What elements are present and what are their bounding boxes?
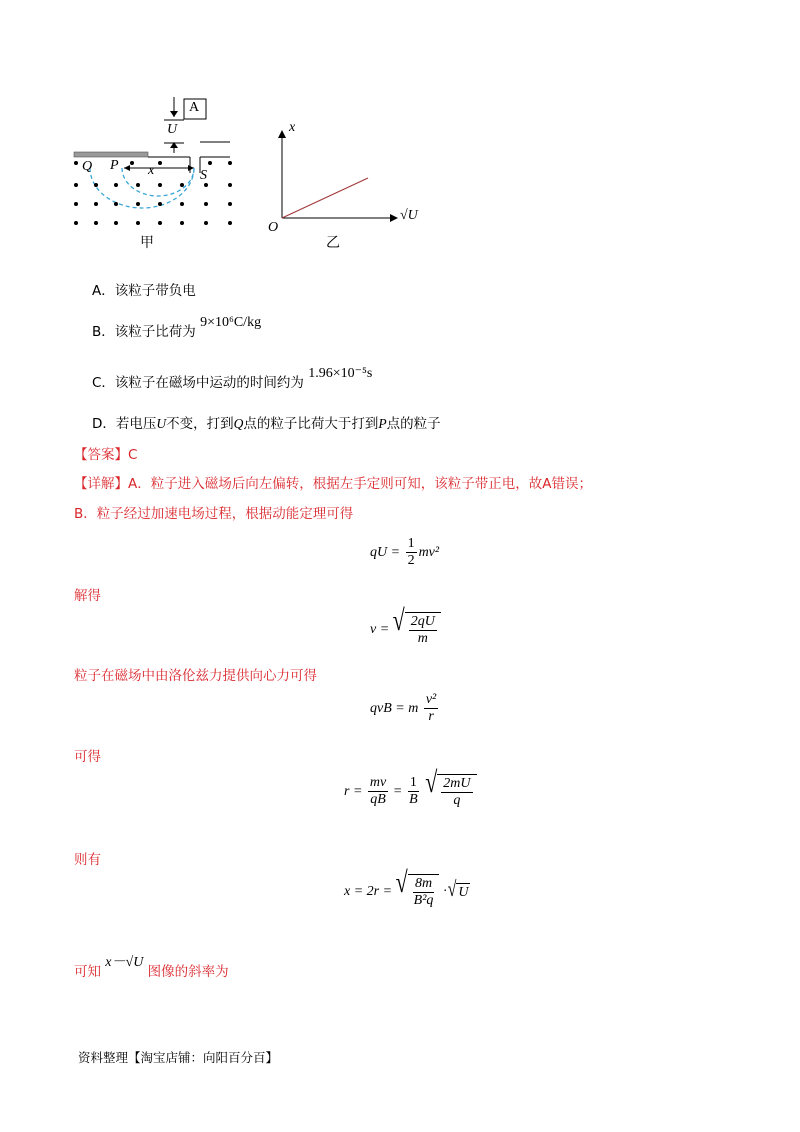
figure-yi (268, 120, 408, 230)
option-d (92, 412, 441, 432)
answer-label: 【答案】 (74, 447, 128, 463)
eq4-num3: 2mU (441, 776, 472, 793)
eq5-num: 8m (413, 876, 434, 893)
eq4-den2: B (409, 792, 418, 808)
eq4-den1: qB (370, 792, 386, 808)
footer: 资料整理【淘宝店铺：向阳百分百】 (78, 1050, 279, 1065)
eq1-den: 2 (407, 553, 415, 569)
eq4-lhs: r = (344, 783, 363, 799)
eq5-sqrt: U (458, 884, 469, 900)
detail-text1: A．粒子进入磁场后向左偏转，根据左手定则可知，该粒子带正电，故A错误； (128, 476, 592, 492)
axis-x-label: √U (400, 208, 418, 223)
option-c-text: C．该粒子在磁场中运动的时间约为 (92, 375, 304, 391)
answer-value: C (128, 447, 138, 463)
option-b-value: 9×10⁶C/kg (200, 315, 262, 330)
label-P: P (110, 158, 119, 173)
label-Q: Q (82, 159, 93, 174)
label-U: U (167, 122, 178, 137)
solve-label: 解得 (74, 588, 101, 604)
eq4-num1: mv (368, 775, 388, 792)
eq4-den3: q (453, 793, 461, 809)
equation-5: x = 2r = √ $\frac{8m}{\text{B²q}}$ · √ U (344, 865, 469, 909)
answer (74, 443, 137, 463)
eq4-equals: = (393, 783, 402, 799)
lorentz-text: 粒子在磁场中由洛伦兹力提供向心力可得 (74, 668, 317, 684)
eq1-num: 1 (406, 536, 417, 553)
option-c-value: 1.96×10⁻⁵s (308, 366, 373, 381)
slope-suffix: 图像的斜率为 (147, 964, 229, 980)
option-b (92, 315, 262, 341)
origin-label: O (268, 220, 279, 235)
option-d-text1: D．若电压 (92, 416, 157, 432)
eq5-dot: · (442, 883, 448, 899)
detail-line2: B．粒子经过加速电场过程，根据动能定理可得 (74, 506, 354, 522)
option-a: A．该粒子带负电 (92, 283, 196, 299)
eq2-lhs: v = (370, 621, 390, 637)
detail-label: 【详解】 (74, 476, 128, 492)
eq2-den: m (417, 631, 428, 647)
zeyou-label: 则有 (74, 852, 101, 868)
caption-jia: 甲 (140, 235, 154, 251)
option-d-U: U (156, 416, 167, 431)
eq5-lhs: x = 2r = (344, 883, 393, 899)
eq3-den: r (428, 709, 434, 725)
option-b-text: B．该粒子比荷为 (92, 324, 196, 340)
equation-4: r = $\frac{mv}{qB}$ = $\frac{1}{B}$ √ $\frac{2mU}{q}$ (344, 774, 477, 809)
eq3-lhs: qvB = m (370, 700, 419, 716)
figure-jia (68, 95, 248, 255)
detail-line1 (74, 472, 592, 492)
option-d-text4: 点的粒子 (386, 416, 441, 432)
equation-1 (370, 536, 439, 569)
option-d-Q: Q (233, 416, 244, 431)
label-S: S (200, 168, 207, 183)
eq2-num: 2qU (409, 614, 437, 631)
eq1-rhs: mv² (418, 544, 440, 560)
slope-expression: x－√U (105, 955, 144, 970)
keyi-label: 可得 (74, 749, 101, 765)
label-x: x (148, 163, 155, 178)
eq5-den: B²q (413, 893, 434, 909)
slope-prefix: 可知 (74, 964, 101, 980)
caption-yi: 乙 (326, 235, 340, 251)
option-d-text2: 不变，打到 (166, 416, 234, 432)
equation-3 (370, 692, 440, 725)
axis-y-label: x (289, 120, 296, 135)
slope-line (74, 955, 229, 981)
option-c (92, 366, 373, 392)
eq1-lhs: qU = (370, 544, 401, 560)
eq4-num2: 1 (408, 775, 419, 792)
label-A: A (189, 100, 200, 115)
option-d-text3: 点的粒子比荷大于打到 (243, 416, 379, 432)
equation-2: v = √ $\frac{2qU}{m}$ (370, 612, 441, 647)
eq3-num: v² (424, 692, 438, 709)
option-d-P: P (378, 416, 387, 431)
